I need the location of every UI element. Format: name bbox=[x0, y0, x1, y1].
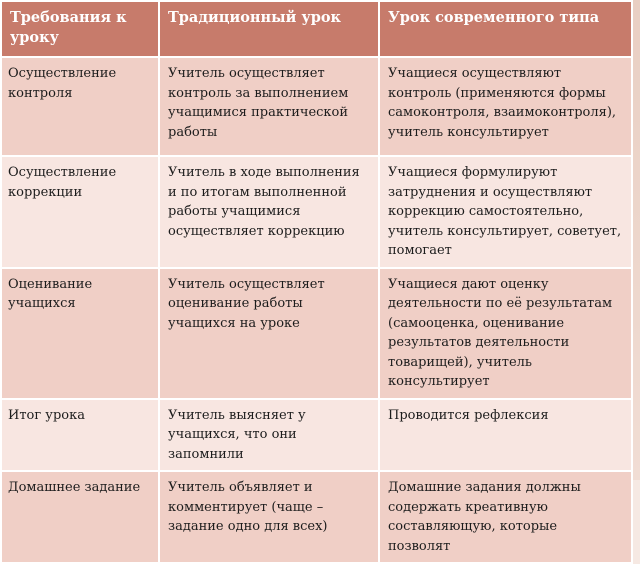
cell-text: Учащиеся осуществляют контроль (применяются формы самоконтроля, взаимоконтроля), учитель консультирует bbox=[388, 66, 617, 140]
cell-requirement bbox=[1, 57, 159, 156]
cell-text: Учитель объявляет и комментирует (чаще – задание одно для всех) bbox=[168, 480, 328, 534]
cell-text: Домашние задания должны содержать креативную составляющую, которые позволят bbox=[388, 480, 581, 554]
cell-text: Домашнее задание bbox=[8, 480, 141, 495]
cell-requirement bbox=[1, 156, 159, 268]
cell-traditional bbox=[159, 57, 379, 156]
cell-traditional bbox=[159, 156, 379, 268]
cell-modern bbox=[379, 156, 632, 268]
cell-text: Учитель выясняет у учащихся, что они запомнили bbox=[168, 407, 306, 462]
header-modern-text: Урок современного типа bbox=[388, 9, 600, 26]
cell-text: Осуществление коррекции bbox=[8, 165, 117, 200]
table-row bbox=[1, 471, 632, 563]
cell-text: Учитель осуществляет контроль за выполнением учащимися практической работы bbox=[168, 66, 349, 140]
cell-text: Проводится рефлексия bbox=[388, 407, 549, 423]
table-row bbox=[1, 57, 632, 156]
cell-text: Учащиеся формулируют затруднения и осуществляют коррекцию самостоятельно, учитель консультирует, советует, помогает bbox=[388, 165, 622, 258]
cell-requirement bbox=[1, 399, 159, 472]
header-requirements bbox=[1, 1, 159, 57]
cell-requirement bbox=[1, 268, 159, 399]
table-row bbox=[1, 268, 632, 399]
header-modern bbox=[379, 1, 632, 57]
header-traditional bbox=[159, 1, 379, 57]
table-header-row bbox=[1, 1, 632, 57]
table-row bbox=[1, 156, 632, 268]
table-row bbox=[1, 399, 632, 472]
cell-requirement bbox=[1, 471, 159, 563]
header-requirements-text: Требования к уроку bbox=[10, 9, 127, 46]
cell-traditional bbox=[159, 471, 379, 563]
cell-traditional bbox=[159, 268, 379, 399]
cell-modern bbox=[379, 471, 632, 563]
cell-modern bbox=[379, 399, 632, 472]
cell-text: Учитель осуществляет оценивание работы учащихся на уроке bbox=[168, 276, 325, 331]
cell-text: Учащиеся дают оценку деятельности по её результатам (самооценка, оценивание результатов деятельности товарищей), учитель консультирует bbox=[388, 276, 613, 389]
cell-traditional bbox=[159, 399, 379, 472]
cell-text: Оценивание учащихся bbox=[8, 276, 93, 311]
cell-text: Учитель в ходе выполнения и по итогам выполненной работы учащимися осуществляет коррекцию bbox=[168, 165, 360, 239]
cell-text: Итог урока bbox=[8, 407, 85, 423]
header-traditional-text: Традиционный урок bbox=[168, 9, 342, 26]
cell-modern bbox=[379, 57, 632, 156]
cell-modern bbox=[379, 268, 632, 399]
cell-text: Осуществление контроля bbox=[8, 66, 117, 101]
